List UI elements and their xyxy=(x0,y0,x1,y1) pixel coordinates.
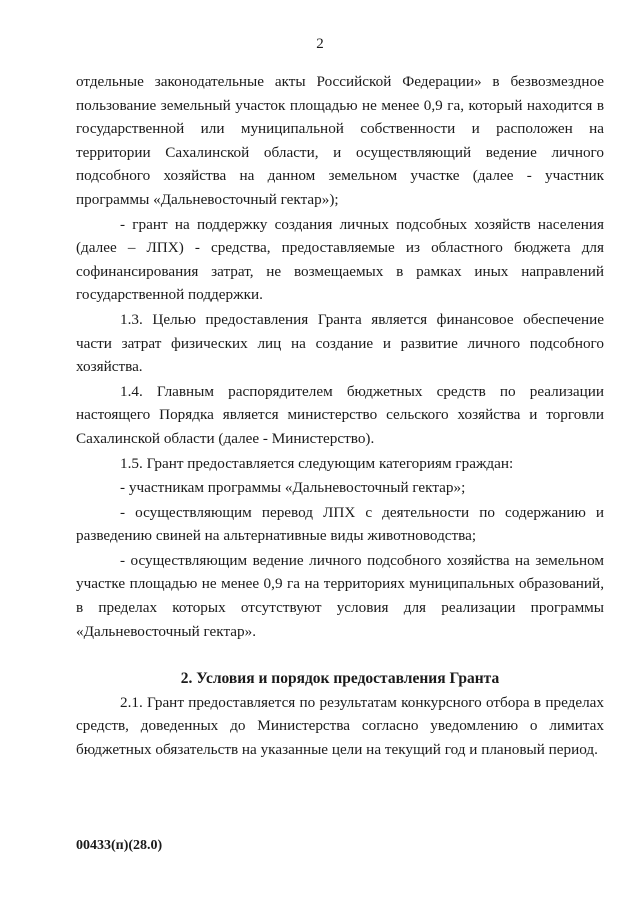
section-heading: 2. Условия и порядок предоставления Гранта xyxy=(180,670,500,688)
paragraph-1: отдельные законодательные акты Российской Федерации» в безвозмездное пользование земельный участок площадью не менее 0,9 га, который находится в государственной или муниципальной собственности и расположен на территории Сахалинской области, и осуществляющий ведение личного подсобного хозяйства на данном земельном участке (далее - участник программы «Дальневосточный гектар»); xyxy=(76,73,604,208)
paragraph-4: 1.4. Главным распорядителем бюджетных средств по реализации настоящего Порядка является министерство сельского хозяйства и торговли Сахалинской области (далее - Министерство). xyxy=(76,382,604,447)
paragraph-7: - осуществляющим перевод ЛПХ с деятельности по содержанию и разведению свиней на альтернативные виды животноводства; xyxy=(76,503,604,545)
paragraph-6: - участникам программы «Дальневосточный гектар»; xyxy=(120,479,466,497)
paragraph-3: 1.3. Целью предоставления Гранта является финансовое обеспечение части затрат физических лиц на создание и развитие личного подсобного хозяйства. xyxy=(76,310,604,376)
paragraph-2: - грант на поддержку создания личных подсобных хозяйств населения (далее – ЛПХ) - средства, предоставляемые из областного бюджета для софинансирования затрат, не возмещаемых в рамках иных направлений государственной поддержки. xyxy=(76,215,604,304)
paragraph-9: 2.1. Грант предоставляется по результатам конкурсного отбора в пределах средств, доведенных до Министерства согласно уведомлению о лимитах бюджетных обязательств на указанные цели на текущий год и плановый период. xyxy=(76,693,604,759)
paragraph-5: 1.5. Грант предоставляется следующим категориям граждан: xyxy=(120,454,514,472)
paragraph-8: - осуществляющим ведение личного подсобного хозяйства на земельном участке площадью не менее 0,9 га на территориях муниципальных образований, в пределах которых отсутствуют условия для реализации программы «Дальневосточный гектар». xyxy=(76,551,604,640)
page-number: 2 xyxy=(316,36,324,52)
document-code: 00433(п)(28.0) xyxy=(76,838,163,853)
document-body xyxy=(76,70,604,762)
